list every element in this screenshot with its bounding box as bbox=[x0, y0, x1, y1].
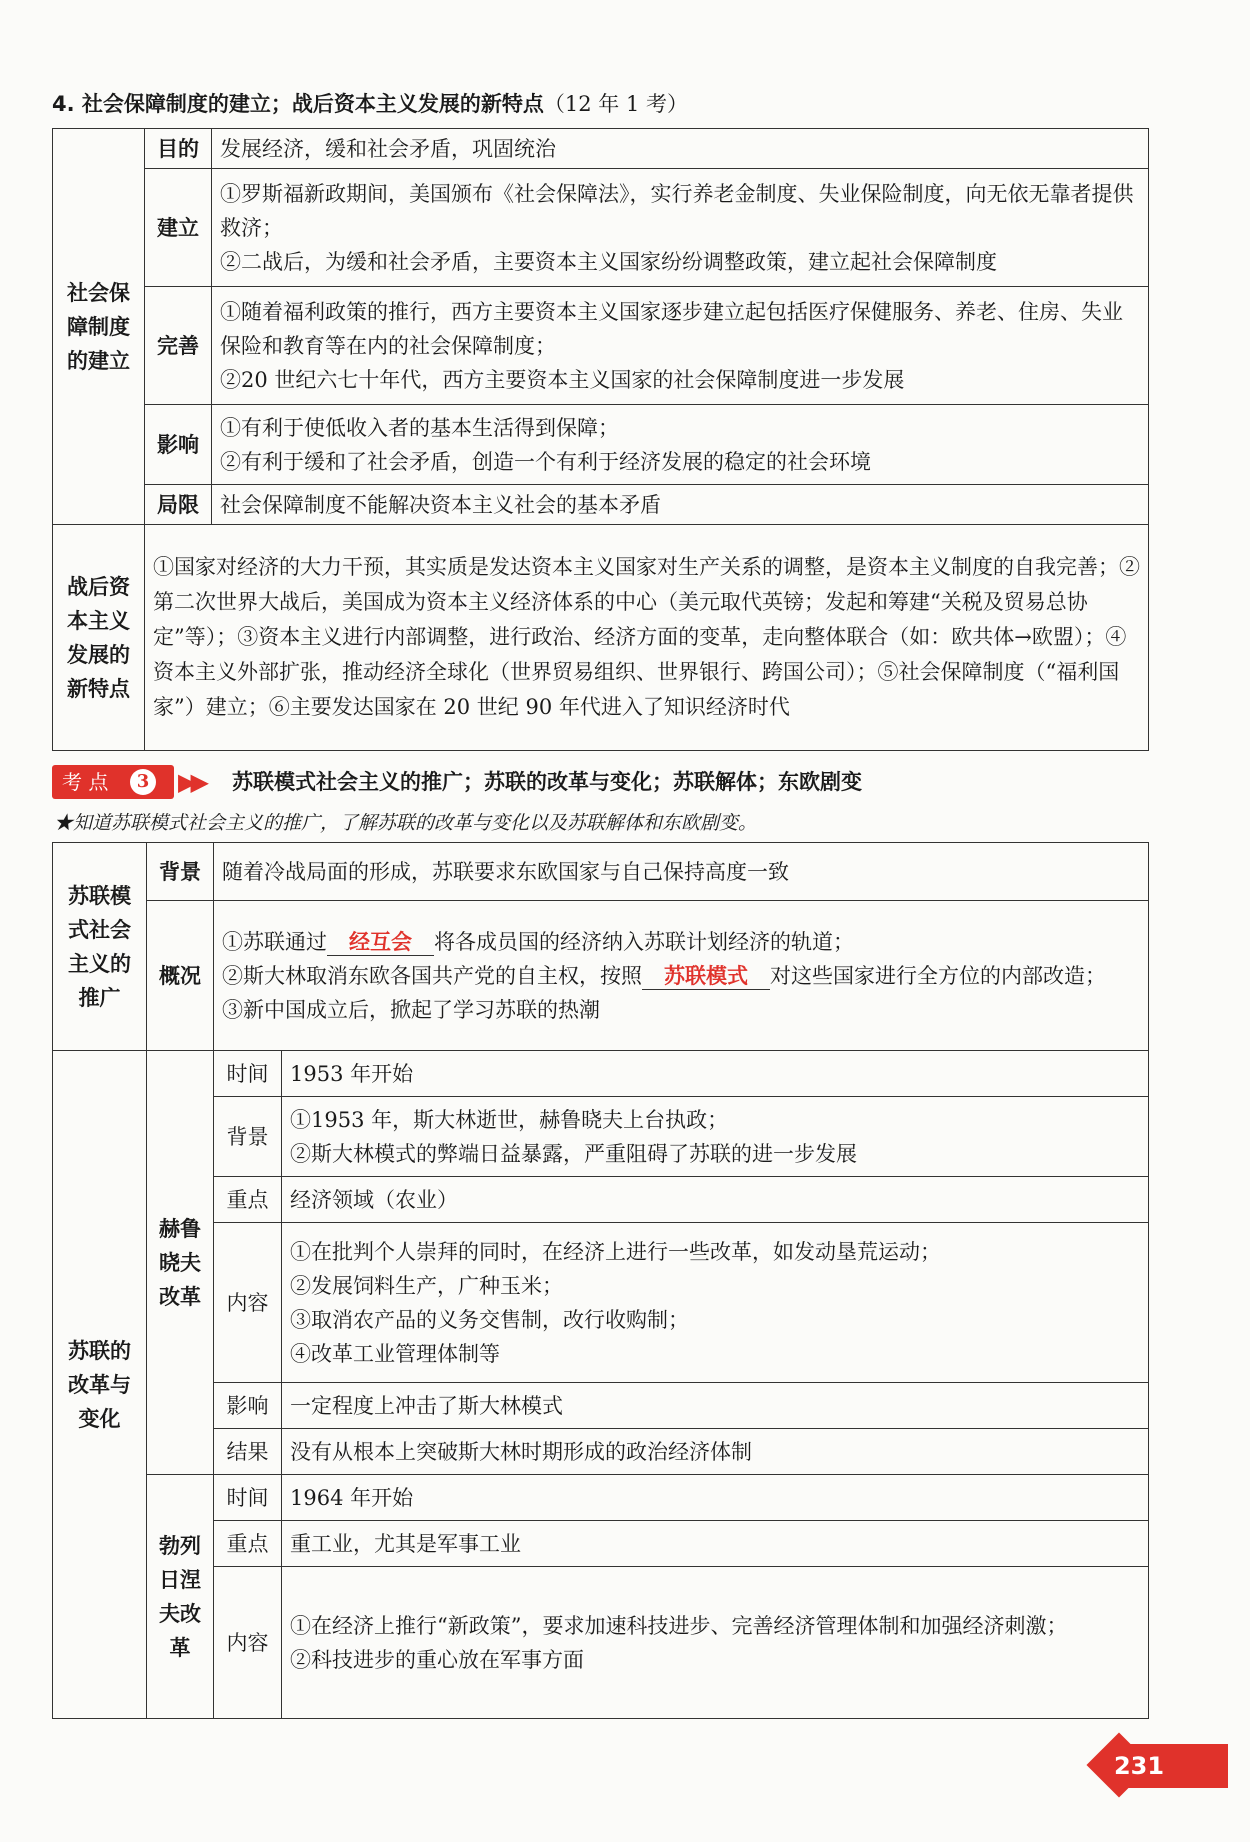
page-number-tab bbox=[1092, 1740, 1232, 1794]
row-content: ①在批判个人崇拜的同时，在经济上进行一些改革，如发动垦荒运动； ②发展饲料生产，广种玉米； ③取消农产品的义务交售制，改行收购制； ④改革工业管理体制等 bbox=[282, 1223, 1149, 1383]
row-content: 重工业，尤其是军事工业 bbox=[282, 1521, 1149, 1567]
table-row bbox=[53, 169, 1149, 287]
table-row bbox=[53, 405, 1149, 485]
khrushchev-heading: 赫鲁 晓夫 改革 bbox=[147, 1051, 214, 1475]
reform-heading: 苏联的 改革与 变化 bbox=[53, 1051, 147, 1719]
row-content: ①苏联通过 经互会 将各成员国的经济纳入苏联计划经济的轨道； ②斯大林取消东欧各国共产党的自主权，按照 苏联模式 对这些国家进行全方位的内部改造； ③新中国成立后，掀起了学习苏联的热潮 bbox=[214, 901, 1149, 1051]
row-content: 经济领域（农业） bbox=[282, 1177, 1149, 1223]
table-row bbox=[53, 287, 1149, 405]
double-arrow-icon: ▶▶ bbox=[178, 768, 203, 796]
row-label: 结果 bbox=[214, 1429, 282, 1475]
row-label: 重点 bbox=[214, 1521, 282, 1567]
row-content: ①随着福利政策的推行，西方主要资本主义国家逐步建立起包括医疗保健服务、养老、住房、失业保险和教育等在内的社会保障制度； ②20 世纪六七十年代，西方主要资本主义国家的社会保障制度进一步发展 bbox=[212, 287, 1149, 405]
table-row bbox=[53, 525, 1149, 751]
row-content: 随着冷战局面的形成，苏联要求东欧国家与自己保持高度一致 bbox=[214, 843, 1149, 901]
table-row bbox=[53, 1177, 1149, 1223]
table-row bbox=[53, 1223, 1149, 1383]
row-label: 时间 bbox=[214, 1475, 282, 1521]
row-content: 1953 年开始 bbox=[282, 1051, 1149, 1097]
soviet-model-heading: 苏联模 式社会 主义的 推广 bbox=[53, 843, 147, 1051]
table-row bbox=[53, 1475, 1149, 1521]
row-content: ①罗斯福新政期间，美国颁布《社会保障法》，实行养老金制度、失业保险制度，向无依无靠者提供救济； ②二战后，为缓和社会矛盾，主要资本主义国家纷纷调整政策，建立起社会保障制度 bbox=[212, 169, 1149, 287]
row-content: ①1953 年，斯大林逝世，赫鲁晓夫上台执政； ②斯大林模式的弊端日益暴露，严重阻碍了苏联的进一步发展 bbox=[282, 1097, 1149, 1177]
social-security-heading: 社会保 障制度 的建立 bbox=[53, 129, 145, 525]
answer-blank: 经互会 bbox=[327, 929, 434, 956]
row-content: 没有从根本上突破斯大林时期形成的政治经济体制 bbox=[282, 1429, 1149, 1475]
row-label: 影响 bbox=[214, 1383, 282, 1429]
row-label: 背景 bbox=[147, 843, 214, 901]
kaodian-bar bbox=[52, 765, 1148, 799]
row-label: 内容 bbox=[214, 1567, 282, 1719]
row-label: 背景 bbox=[214, 1097, 282, 1177]
kaodian-number: 3 bbox=[130, 769, 156, 795]
table-row bbox=[53, 843, 1149, 901]
table-row bbox=[53, 1051, 1149, 1097]
row-label: 局限 bbox=[145, 485, 212, 525]
page-number: 231 bbox=[1113, 1752, 1165, 1780]
table-row bbox=[53, 1567, 1149, 1719]
kaodian-title: 苏联模式社会主义的推广；苏联的改革与变化；苏联解体；东欧剧变 bbox=[232, 770, 862, 794]
section-title bbox=[52, 88, 688, 118]
section-title-text: 4. 社会保障制度的建立；战后资本主义发展的新特点 bbox=[52, 92, 544, 116]
social-security-table bbox=[52, 128, 1149, 751]
table-row bbox=[53, 1521, 1149, 1567]
kaodian-requirement: ★知道苏联模式社会主义的推广，了解苏联的改革与变化以及苏联解体和东欧剧变。 bbox=[54, 812, 758, 834]
row-content: ①在经济上推行“新政策”，要求加速科技进步、完善经济管理体制和加强经济刺激； ②科技进步的重心放在军事方面 bbox=[282, 1567, 1149, 1719]
row-label: 重点 bbox=[214, 1177, 282, 1223]
answer-blank: 苏联模式 bbox=[642, 963, 770, 990]
row-label: 时间 bbox=[214, 1051, 282, 1097]
table-row bbox=[53, 485, 1149, 525]
postwar-content: ①国家对经济的大力干预，其实质是发达资本主义国家对生产关系的调整，是资本主义制度的自我完善；②第二次世界大战后，美国成为资本主义经济体系的中心（美元取代英镑；发起和筹建“关税及贸易总协定”等）；③资本主义进行内部调整，进行政治、经济方面的变革，走向整体联合（如：欧共体→欧盟）；④资本主义外部扩张，推动经济全球化（世界贸易组织、世界银行、跨国公司）；⑤社会保障制度（“福利国家”）建立；⑥主要发达国家在 20 世纪 90 年代进入了知识经济时代 bbox=[145, 525, 1149, 751]
table-row bbox=[53, 1429, 1149, 1475]
table-row bbox=[53, 129, 1149, 169]
brezhnev-heading: 勃列 日涅 夫改 革 bbox=[147, 1475, 214, 1719]
kaodian-badge: 考 点 bbox=[52, 765, 174, 799]
row-label: 建立 bbox=[145, 169, 212, 287]
table-row bbox=[53, 901, 1149, 1051]
row-label: 概况 bbox=[147, 901, 214, 1051]
row-content: 社会保障制度不能解决资本主义社会的基本矛盾 bbox=[212, 485, 1149, 525]
table-row bbox=[53, 1097, 1149, 1177]
soviet-table bbox=[52, 842, 1149, 1719]
row-label: 内容 bbox=[214, 1223, 282, 1383]
row-content: 发展经济，缓和社会矛盾，巩固统治 bbox=[212, 129, 1149, 169]
postwar-heading: 战后资 本主义 发展的 新特点 bbox=[53, 525, 145, 751]
row-label: 目的 bbox=[145, 129, 212, 169]
table-row bbox=[53, 1383, 1149, 1429]
section-exam-note: （12 年 1 考） bbox=[543, 92, 689, 116]
row-content: 1964 年开始 bbox=[282, 1475, 1149, 1521]
row-label: 影响 bbox=[145, 405, 212, 485]
row-label: 完善 bbox=[145, 287, 212, 405]
row-content: ①有利于使低收入者的基本生活得到保障； ②有利于缓和了社会矛盾，创造一个有利于经济发展的稳定的社会环境 bbox=[212, 405, 1149, 485]
row-content: 一定程度上冲击了斯大林模式 bbox=[282, 1383, 1149, 1429]
